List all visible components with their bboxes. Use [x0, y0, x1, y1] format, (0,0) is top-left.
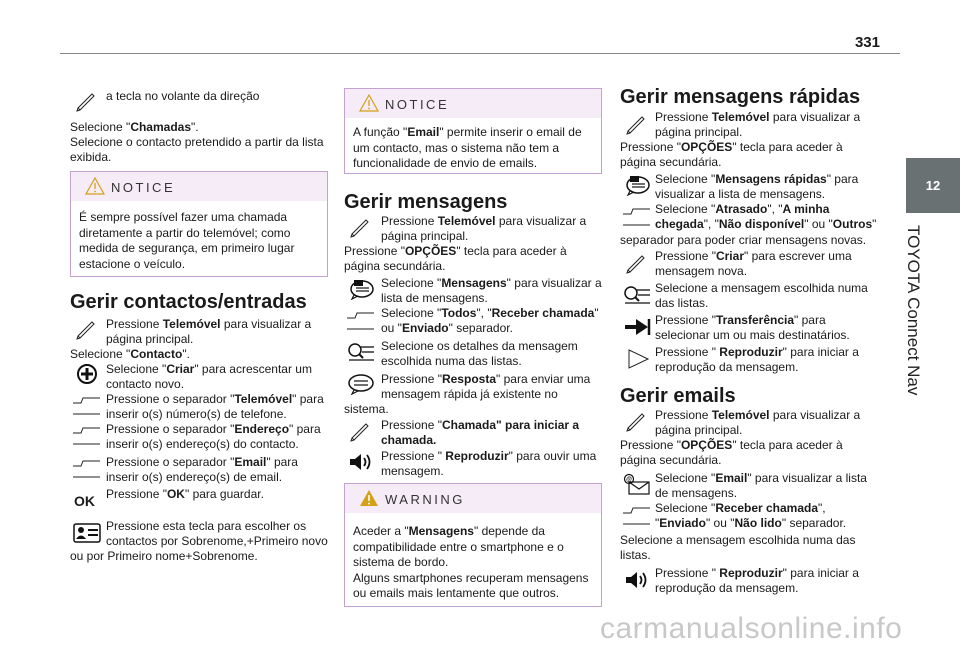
- quick-step-1: Pressione Telemóvel para visualizar a página principal.: [655, 110, 861, 139]
- contacts-step-8: Pressione esta tecla para escolher os contactos por Sobrenome,+Primeiro novo: [106, 519, 328, 548]
- speaker-icon[interactable]: [346, 451, 376, 473]
- warning-triangle-icon: [85, 177, 105, 195]
- details-list-icon[interactable]: [622, 284, 652, 306]
- email-step-1: Pressione Telemóvel para visualizar a página principal.: [655, 408, 861, 437]
- select-contact-text-2: exibida.: [70, 150, 112, 164]
- chapter-tab[interactable]: 12: [906, 158, 960, 213]
- pencil-icon: [346, 420, 376, 442]
- notice-title: NOTICE: [111, 180, 176, 195]
- top-rule: [60, 53, 900, 54]
- warning-title: WARNING: [385, 492, 465, 507]
- contacts-step-2: Selecione "Contacto".: [70, 347, 190, 361]
- contacts-step-4: Pressione o separador "Telemóvel" para inserir o(s) número(s) de telefone.: [106, 392, 324, 421]
- notice-box-email: [344, 88, 602, 174]
- pencil-icon: [622, 113, 652, 135]
- email-step-5: Selecione a mensagem escolhida numa das listas.: [620, 533, 856, 562]
- plus-circle-icon[interactable]: [72, 363, 102, 385]
- contacts-step-3: Selecione "Criar" para acrescentar um contacto novo.: [106, 362, 312, 391]
- heading-messages: Gerir mensagens: [344, 191, 508, 213]
- quick-messages-icon[interactable]: [622, 174, 652, 196]
- svg-text:@: @: [626, 477, 632, 483]
- play-icon[interactable]: [622, 348, 652, 370]
- reply-icon[interactable]: [346, 373, 376, 395]
- pencil-icon: [622, 252, 652, 274]
- email-icon[interactable]: [622, 473, 652, 495]
- tab-icon[interactable]: [72, 458, 102, 480]
- messages-step-1: Pressione Telemóvel para visualizar a página principal.: [381, 214, 587, 243]
- notice-header: [345, 89, 601, 118]
- tab-icon[interactable]: [346, 310, 376, 332]
- sort-contacts-icon[interactable]: [72, 522, 102, 544]
- messages-icon[interactable]: [346, 278, 376, 300]
- quick-step-4: Selecione "Atrasado", "A minha chegada", "Não disponível" ou "Outros": [655, 202, 877, 231]
- transfer-arrow-icon[interactable]: [622, 316, 652, 338]
- notice-title: NOTICE: [385, 97, 450, 112]
- contacts-step-1: Pressione Telemóvel para visualizar a página principal.: [106, 317, 312, 346]
- quick-step-3: Selecione "Mensagens rápidas" para visualizar a lista de mensagens.: [655, 172, 859, 201]
- notice-box: [70, 171, 328, 277]
- quick-step-8: Pressione " Reproduzir" para iniciar a reprodução da mensagem.: [655, 345, 859, 374]
- tab-icon[interactable]: [72, 425, 102, 447]
- messages-step-6: Pressione "Resposta" para enviar uma mensagem rápida já existente no: [381, 372, 591, 401]
- contacts-step-7: Pressione "OK" para guardar.: [106, 487, 264, 501]
- page-number: 331: [854, 34, 880, 51]
- heading-contacts: Gerir contactos/entradas: [70, 291, 307, 313]
- quick-step-6: Selecione a mensagem escolhida numa das listas.: [655, 281, 868, 310]
- pencil-icon: [622, 410, 652, 432]
- messages-step-5: Selecione os detalhes da mensagem escolhida numa das listas.: [381, 339, 578, 368]
- messages-step-8: Pressione " Reproduzir" para ouvir uma mensagem.: [381, 449, 597, 478]
- contacts-step-6: Pressione o separador "Email" para inserir o(s) endereço(s) de email.: [106, 455, 298, 484]
- email-step-6: Pressione " Reproduzir" para iniciar a reprodução da mensagem.: [655, 566, 859, 595]
- ok-icon[interactable]: OK: [74, 493, 95, 509]
- tab-icon[interactable]: [622, 206, 652, 228]
- details-list-icon[interactable]: [346, 341, 376, 363]
- heading-emails: Gerir emails: [620, 385, 736, 407]
- notice-body: É sempre possível fazer uma chamada diretamente a partir do telemóvel; como medida de segurança, em primeiro lugar estacione o veículo.: [79, 210, 295, 271]
- warning-box: [344, 483, 602, 607]
- messages-step-6-cont: sistema.: [344, 402, 389, 416]
- quick-step-5: Pressione "Criar" para escrever uma mensagem nova.: [655, 249, 852, 278]
- speaker-icon[interactable]: [622, 569, 652, 591]
- messages-step-4: Selecione "Todos", "Receber chamada" ou "Enviado" separador.: [381, 306, 599, 335]
- notice-body: A função "Email" permite inserir o email de um contacto, mas o sistema não tem a funcionalidade de envio de emails.: [353, 125, 582, 170]
- warning-header: [345, 484, 601, 513]
- warning-filled-triangle-icon: [359, 489, 379, 507]
- email-step-4: Selecione "Receber chamada", "Enviado" ou "Não lido" separador.: [655, 501, 847, 530]
- warning-body: Aceder a "Mensagens" depende da compatibilidade entre o smartphone e o sistema de bordo. Alguns smartphones recuperam mensagens ou emails mais lentamente que outros.: [353, 524, 589, 600]
- select-contact-text: Selecione o contacto pretendido a partir da lista: [70, 135, 324, 149]
- watermark: carmanualsonline.info: [600, 612, 903, 645]
- pencil-icon: [72, 318, 102, 340]
- warning-triangle-icon: [359, 94, 379, 112]
- contacts-step-5: Pressione o separador "Endereço" para inserir o(s) endereço(s) do contacto.: [106, 422, 321, 451]
- quick-step-4-cont: separador para poder criar mensagens novas.: [620, 233, 867, 247]
- messages-step-3: Selecione "Mensagens" para visualizar a lista de mensagens.: [381, 276, 602, 305]
- tab-icon[interactable]: [72, 395, 102, 417]
- pencil-icon: [72, 90, 102, 112]
- notice-header: [71, 172, 327, 201]
- messages-step-7: Pressione "Chamada" para iniciar a chamada.: [381, 418, 580, 447]
- contacts-step-8-cont: ou por Primeiro nome+Sobrenome.: [70, 549, 258, 563]
- heading-quick-messages: Gerir mensagens rápidas: [620, 86, 861, 108]
- steering-key-text: a tecla no volante da direção: [106, 89, 260, 103]
- messages-step-2: Pressione "OPÇÕES" tecla para aceder à página secundária.: [344, 244, 567, 273]
- tab-icon[interactable]: [622, 505, 652, 527]
- quick-step-7: Pressione "Transferência" para selecionar um ou mais destinatários.: [655, 313, 850, 342]
- quick-step-2: Pressione "OPÇÕES" tecla para aceder à página secundária.: [620, 140, 843, 169]
- select-calls-text: Selecione "Chamadas".: [70, 120, 199, 134]
- pencil-icon: [346, 216, 376, 238]
- chapter-title: TOYOTA Connect Nav: [904, 225, 923, 396]
- email-step-3: Selecione "Email" para visualizar a lista de mensagens.: [655, 471, 867, 500]
- email-step-2: Pressione "OPÇÕES" tecla para aceder à página secundária.: [620, 438, 843, 467]
